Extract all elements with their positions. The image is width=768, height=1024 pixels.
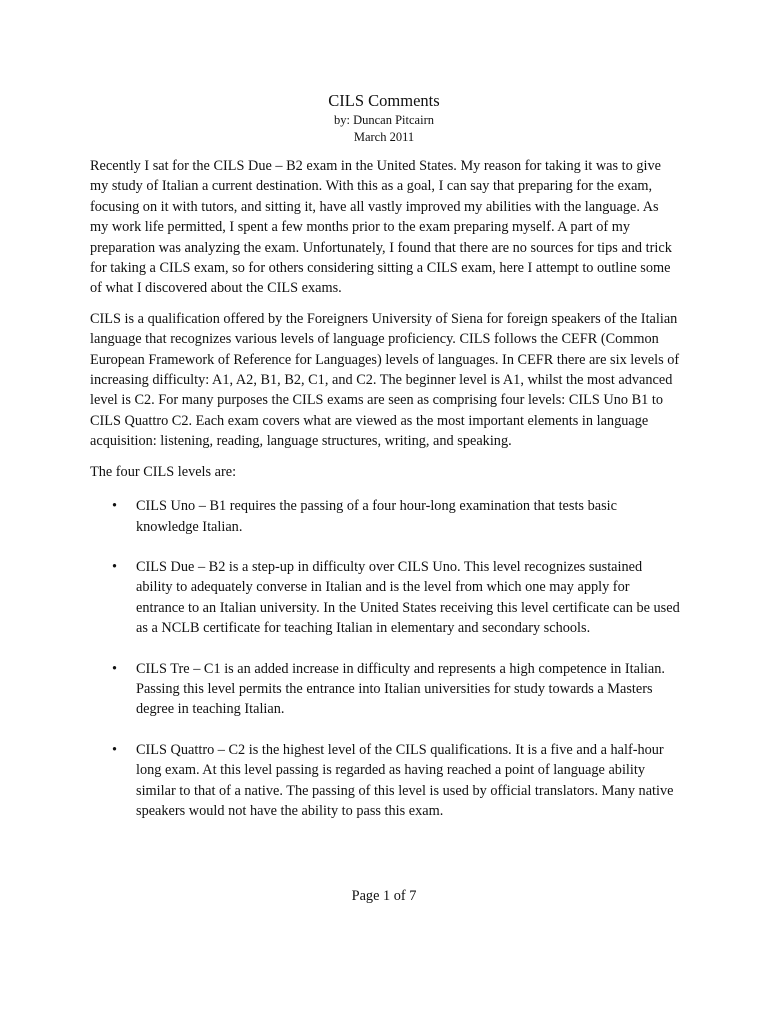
document-title: CILS Comments [328, 91, 440, 110]
bullet-icon: • [112, 498, 118, 515]
list-item-text: CILS Quattro – C2 is the highest level of the CILS qualifications. It is a five and a half-hour long exam. At this level passing is regarded as having reached a point of language ability similar to that of a native. The passing of this level is used by official translators. Many native speakers would not have the ability to pass this exam. [136, 741, 674, 819]
document-date: March 2011 [353, 130, 415, 144]
page-number-footer: Page 1 of 7 [351, 888, 417, 904]
list-item-cils-quattro [90, 740, 680, 822]
intro-paragraph: Recently I sat for the CILS Due – B2 exam in the United States. My reason for taking it was to give my study of Italian a current destination. With this as a goal, I can say that preparing for the exam, focusing on it with tutors, and sitting it, have all vastly improved my abilities with the language. As my work life permitted, I spent a few months prior to the exam preparing myself. A part of my preparation was analyzing the exam. Unfortunately, I found that there are no sources for tips and trick for taking a CILS exam, so for others considering sitting a CILS exam, here I attempt to outline some of what I discovered about the CILS exams. [90, 158, 672, 297]
cils-overview-paragraph: CILS is a qualification offered by the Foreigners University of Siena for foreign speakers of the Italian language that recognizes various levels of language proficiency. CILS follows the CEFR (Common European Framework of Reference for Languages) levels of languages. In CEFR there are six levels of increasing difficulty: A1, A2, B1, B2, C1, and C2. The beginner level is A1, whilst the most advanced level is C2. For many purposes the CILS exams are seen as comprising four levels: CILS Uno B1 to CILS Quattro C2. Each exam covers what are viewed as the most important elements in language acquisition: listening, reading, language structures, writing, and speaking. [90, 310, 680, 450]
bullet-icon: • [112, 558, 118, 575]
document-header [0, 90, 768, 146]
list-item-cils-uno [90, 496, 680, 537]
cils-levels-list [90, 496, 680, 821]
author-byline: by: Duncan Pitcairn [334, 113, 434, 127]
document-body [90, 156, 680, 841]
list-item-text: CILS Uno – B1 requires the passing of a four hour-long examination that tests basic knowledge Italian. [136, 498, 617, 535]
bullet-icon: • [112, 660, 118, 677]
bullet-icon: • [112, 741, 118, 758]
list-item-text: CILS Tre – C1 is an added increase in difficulty and represents a high competence in Italian. Passing this level permits the entrance into Italian universities for study towards a Masters degree in teaching Italian. [136, 660, 665, 718]
list-item-cils-due [90, 557, 680, 639]
list-item-cils-tre [90, 659, 680, 720]
list-item-text: CILS Due – B2 is a step-up in difficulty over CILS Uno. This level recognizes sustained ability to adequately converse in Italian and is the level from which one may apply for entrance to an Italian university. In the United States receiving this level certificate can be used as a NCLB certificate for teaching Italian in elementary and secondary schools. [136, 558, 680, 637]
levels-intro-paragraph: The four CILS levels are: [90, 463, 237, 480]
